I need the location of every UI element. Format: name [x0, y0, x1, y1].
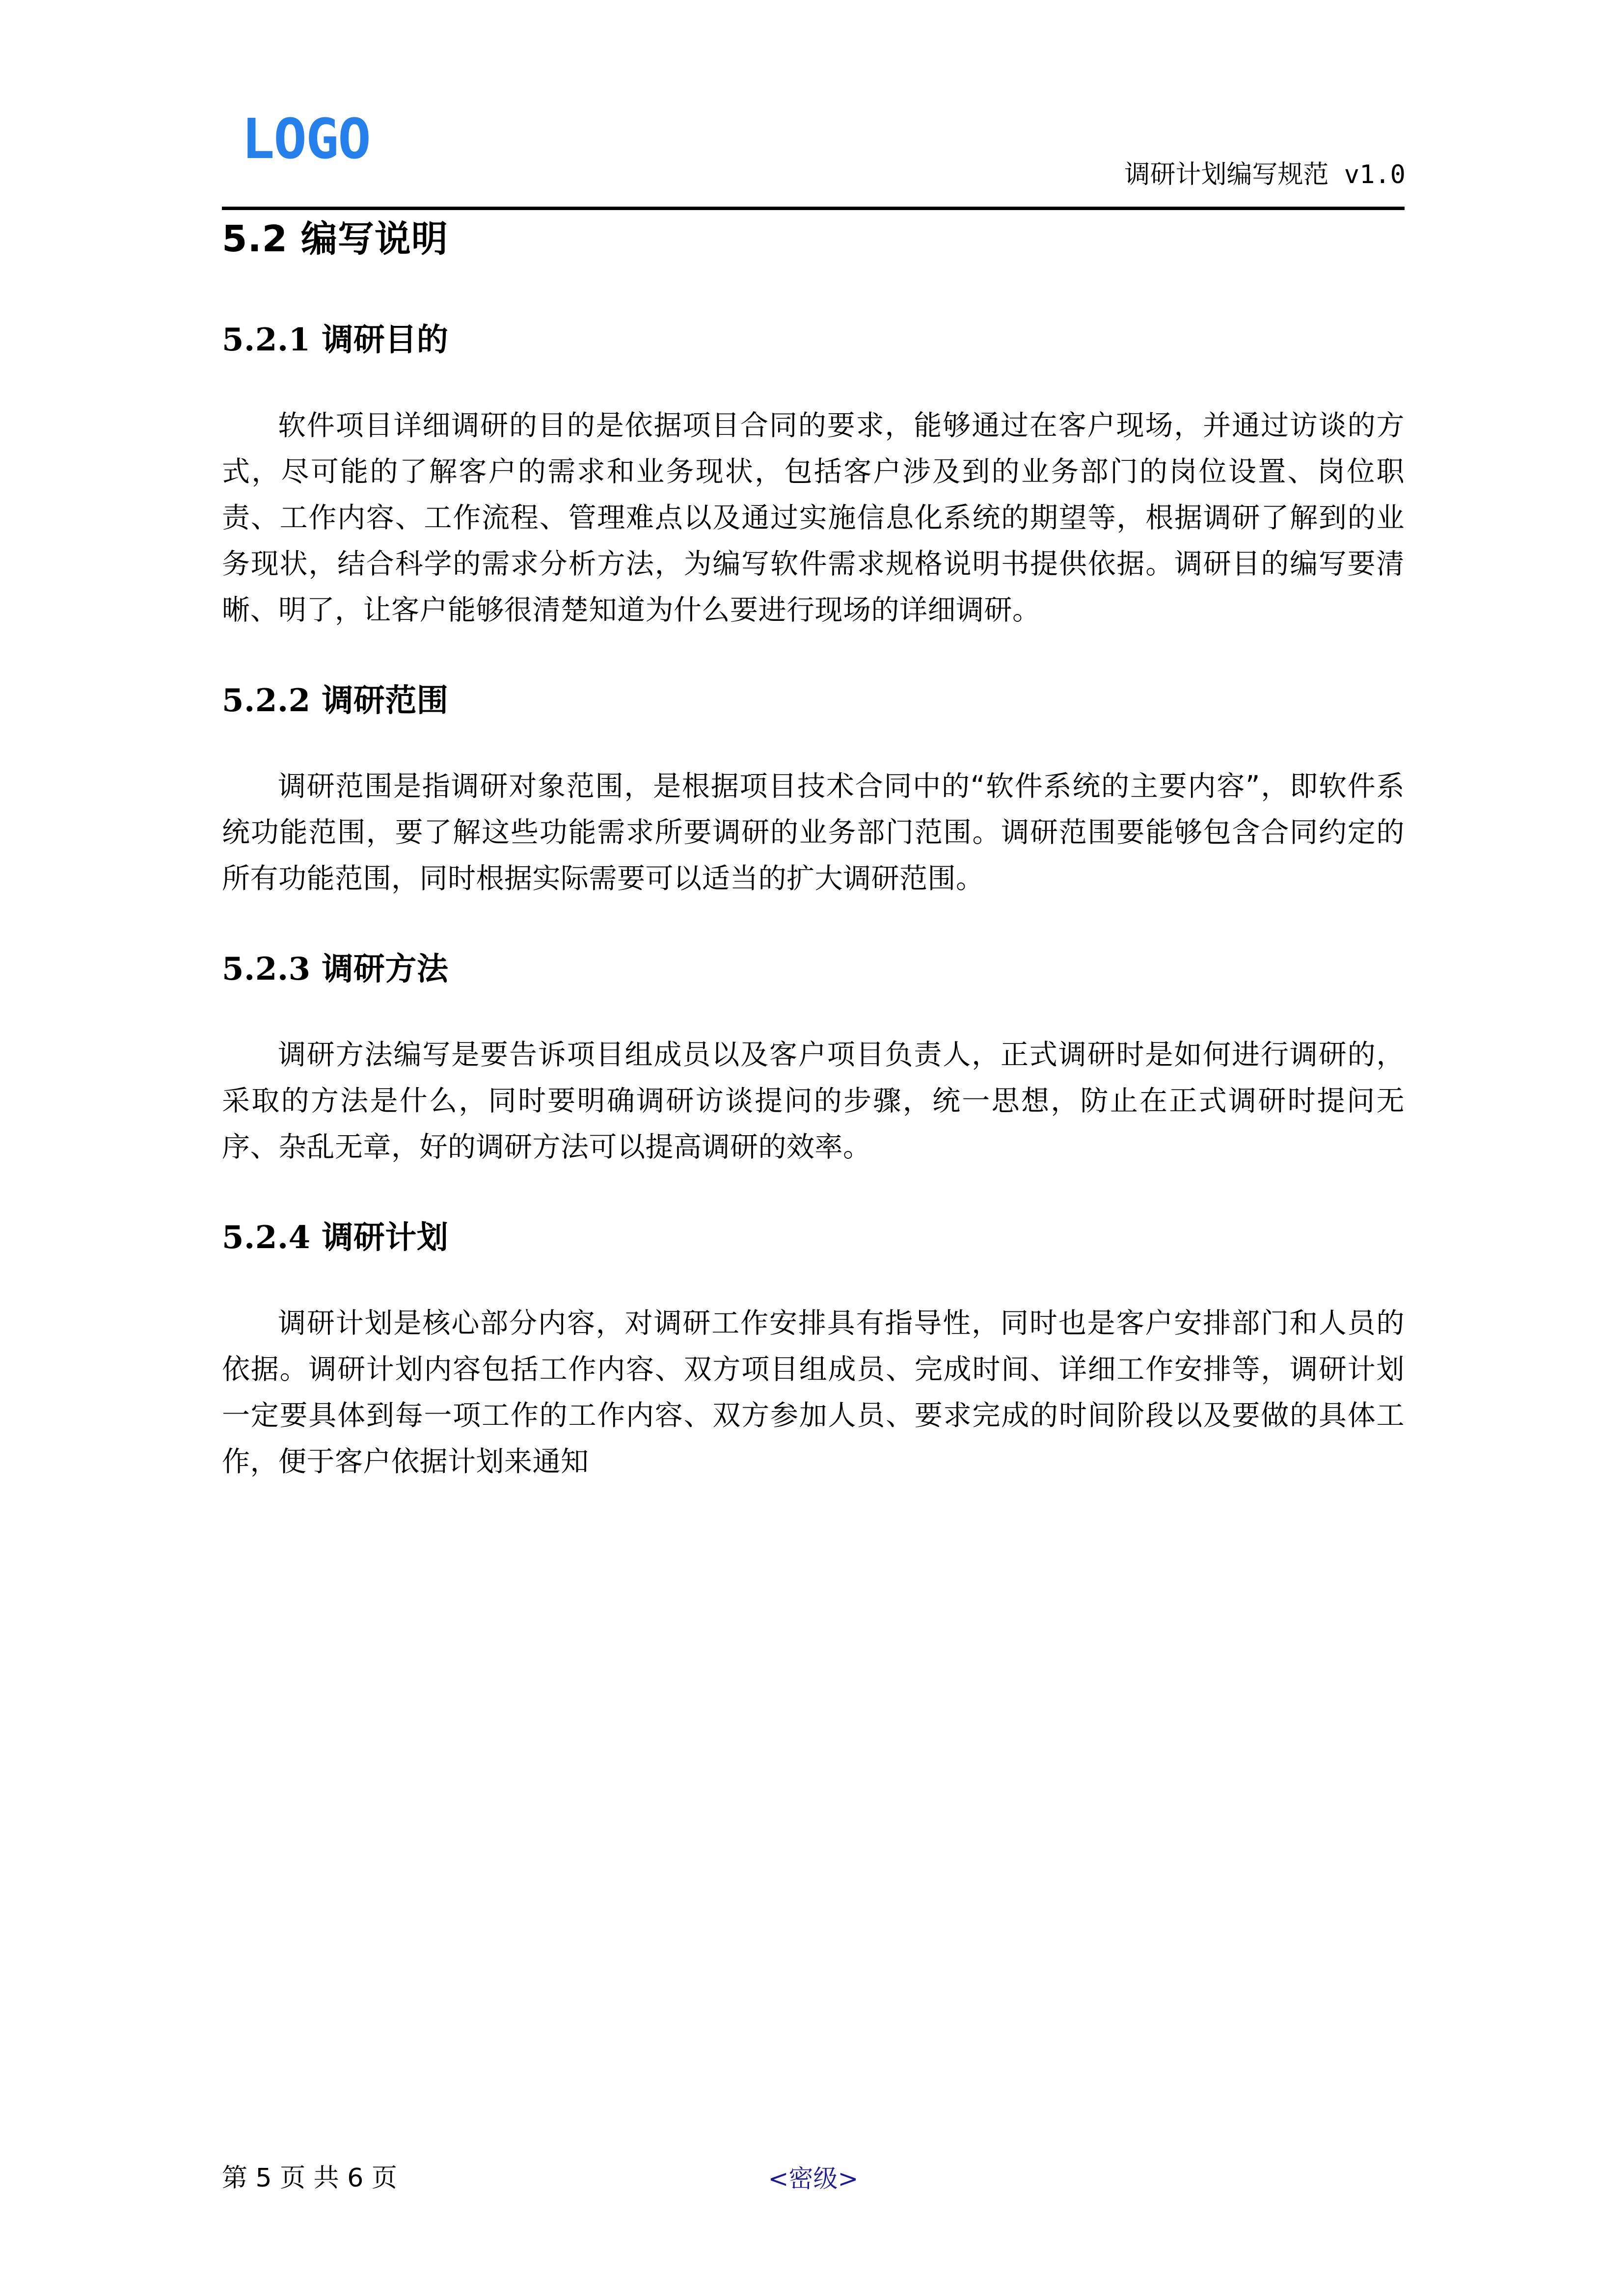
page-header [0, 0, 1624, 231]
page-number: 第 5 页 共 6 页 [222, 2163, 397, 2193]
document-content [222, 216, 1405, 1485]
section-heading-5-2: 5.2 编写说明 [222, 218, 448, 260]
classification-marker: <密级> [768, 2164, 859, 2193]
paragraph-5-2-1: 软件项目详细调研的目的是依据项目合同的要求，能够通过在客户现场，并通过访谈的方式，尽可能的了解客户的需求和业务现状，包括客户涉及到的业务部门的岗位设置、岗位职责、工作内容、工作流程、管理难点以及通过实施信息化系统的期望等，根据调研了解到的业务现状，结合科学的需求分析方法，为编写软件需求规格说明书提供依据。调研目的编写要清晰、明了，让客户能够很清楚知道为什么要进行现场的详细调研。 [222, 409, 1405, 626]
spacer [222, 721, 1405, 763]
page-footer [222, 2165, 1405, 2205]
spacer [222, 902, 1405, 949]
spacer [222, 633, 1405, 680]
subsection-heading-5-2-3: 5.2.3 调研方法 [222, 951, 449, 988]
header-document-title: 调研计划编写规范 v1.0 [1124, 160, 1406, 189]
subsection-heading-5-2-2: 5.2.2 调研范围 [222, 682, 449, 719]
spacer [222, 989, 1405, 1032]
subsection-heading-5-2-4: 5.2.4 调研计划 [222, 1219, 449, 1256]
paragraph-5-2-3: 调研方法编写是要告诉项目组成员以及客户项目负责人，正式调研时是如何进行调研的，采取的方法是什么，同时要明确调研访谈提问的步骤，统一思想，防止在正式调研时提问无序、杂乱无章，好的调研方法可以提高调研的效率。 [222, 1039, 1405, 1164]
spacer [222, 1258, 1405, 1300]
subsection-heading-5-2-1: 5.2.1 调研目的 [222, 321, 449, 358]
paragraph-5-2-2: 调研范围是指调研对象范围，是根据项目技术合同中的“软件系统的主要内容”，即软件系统功能范围，要了解这些功能需求所要调研的业务部门范围。调研范围要能够包含合同约定的所有功能范围，同时根据实际需要可以适当的扩大调研范围。 [222, 770, 1405, 895]
header-divider [222, 207, 1405, 210]
spacer [222, 360, 1405, 402]
company-logo: LOGO [242, 107, 370, 171]
spacer [222, 1170, 1405, 1217]
spacer [222, 263, 1405, 320]
paragraph-5-2-4: 调研计划是核心部分内容，对调研工作安排具有指导性，同时也是客户安排部门和人员的依据。调研计划内容包括工作内容、双方项目组成员、完成时间、详细工作安排等，调研计划一定要具体到每一项工作的工作内容、双方参加人员、要求完成的时间阶段以及要做的具体工作，便于客户依据计划来通知 [222, 1307, 1405, 1478]
